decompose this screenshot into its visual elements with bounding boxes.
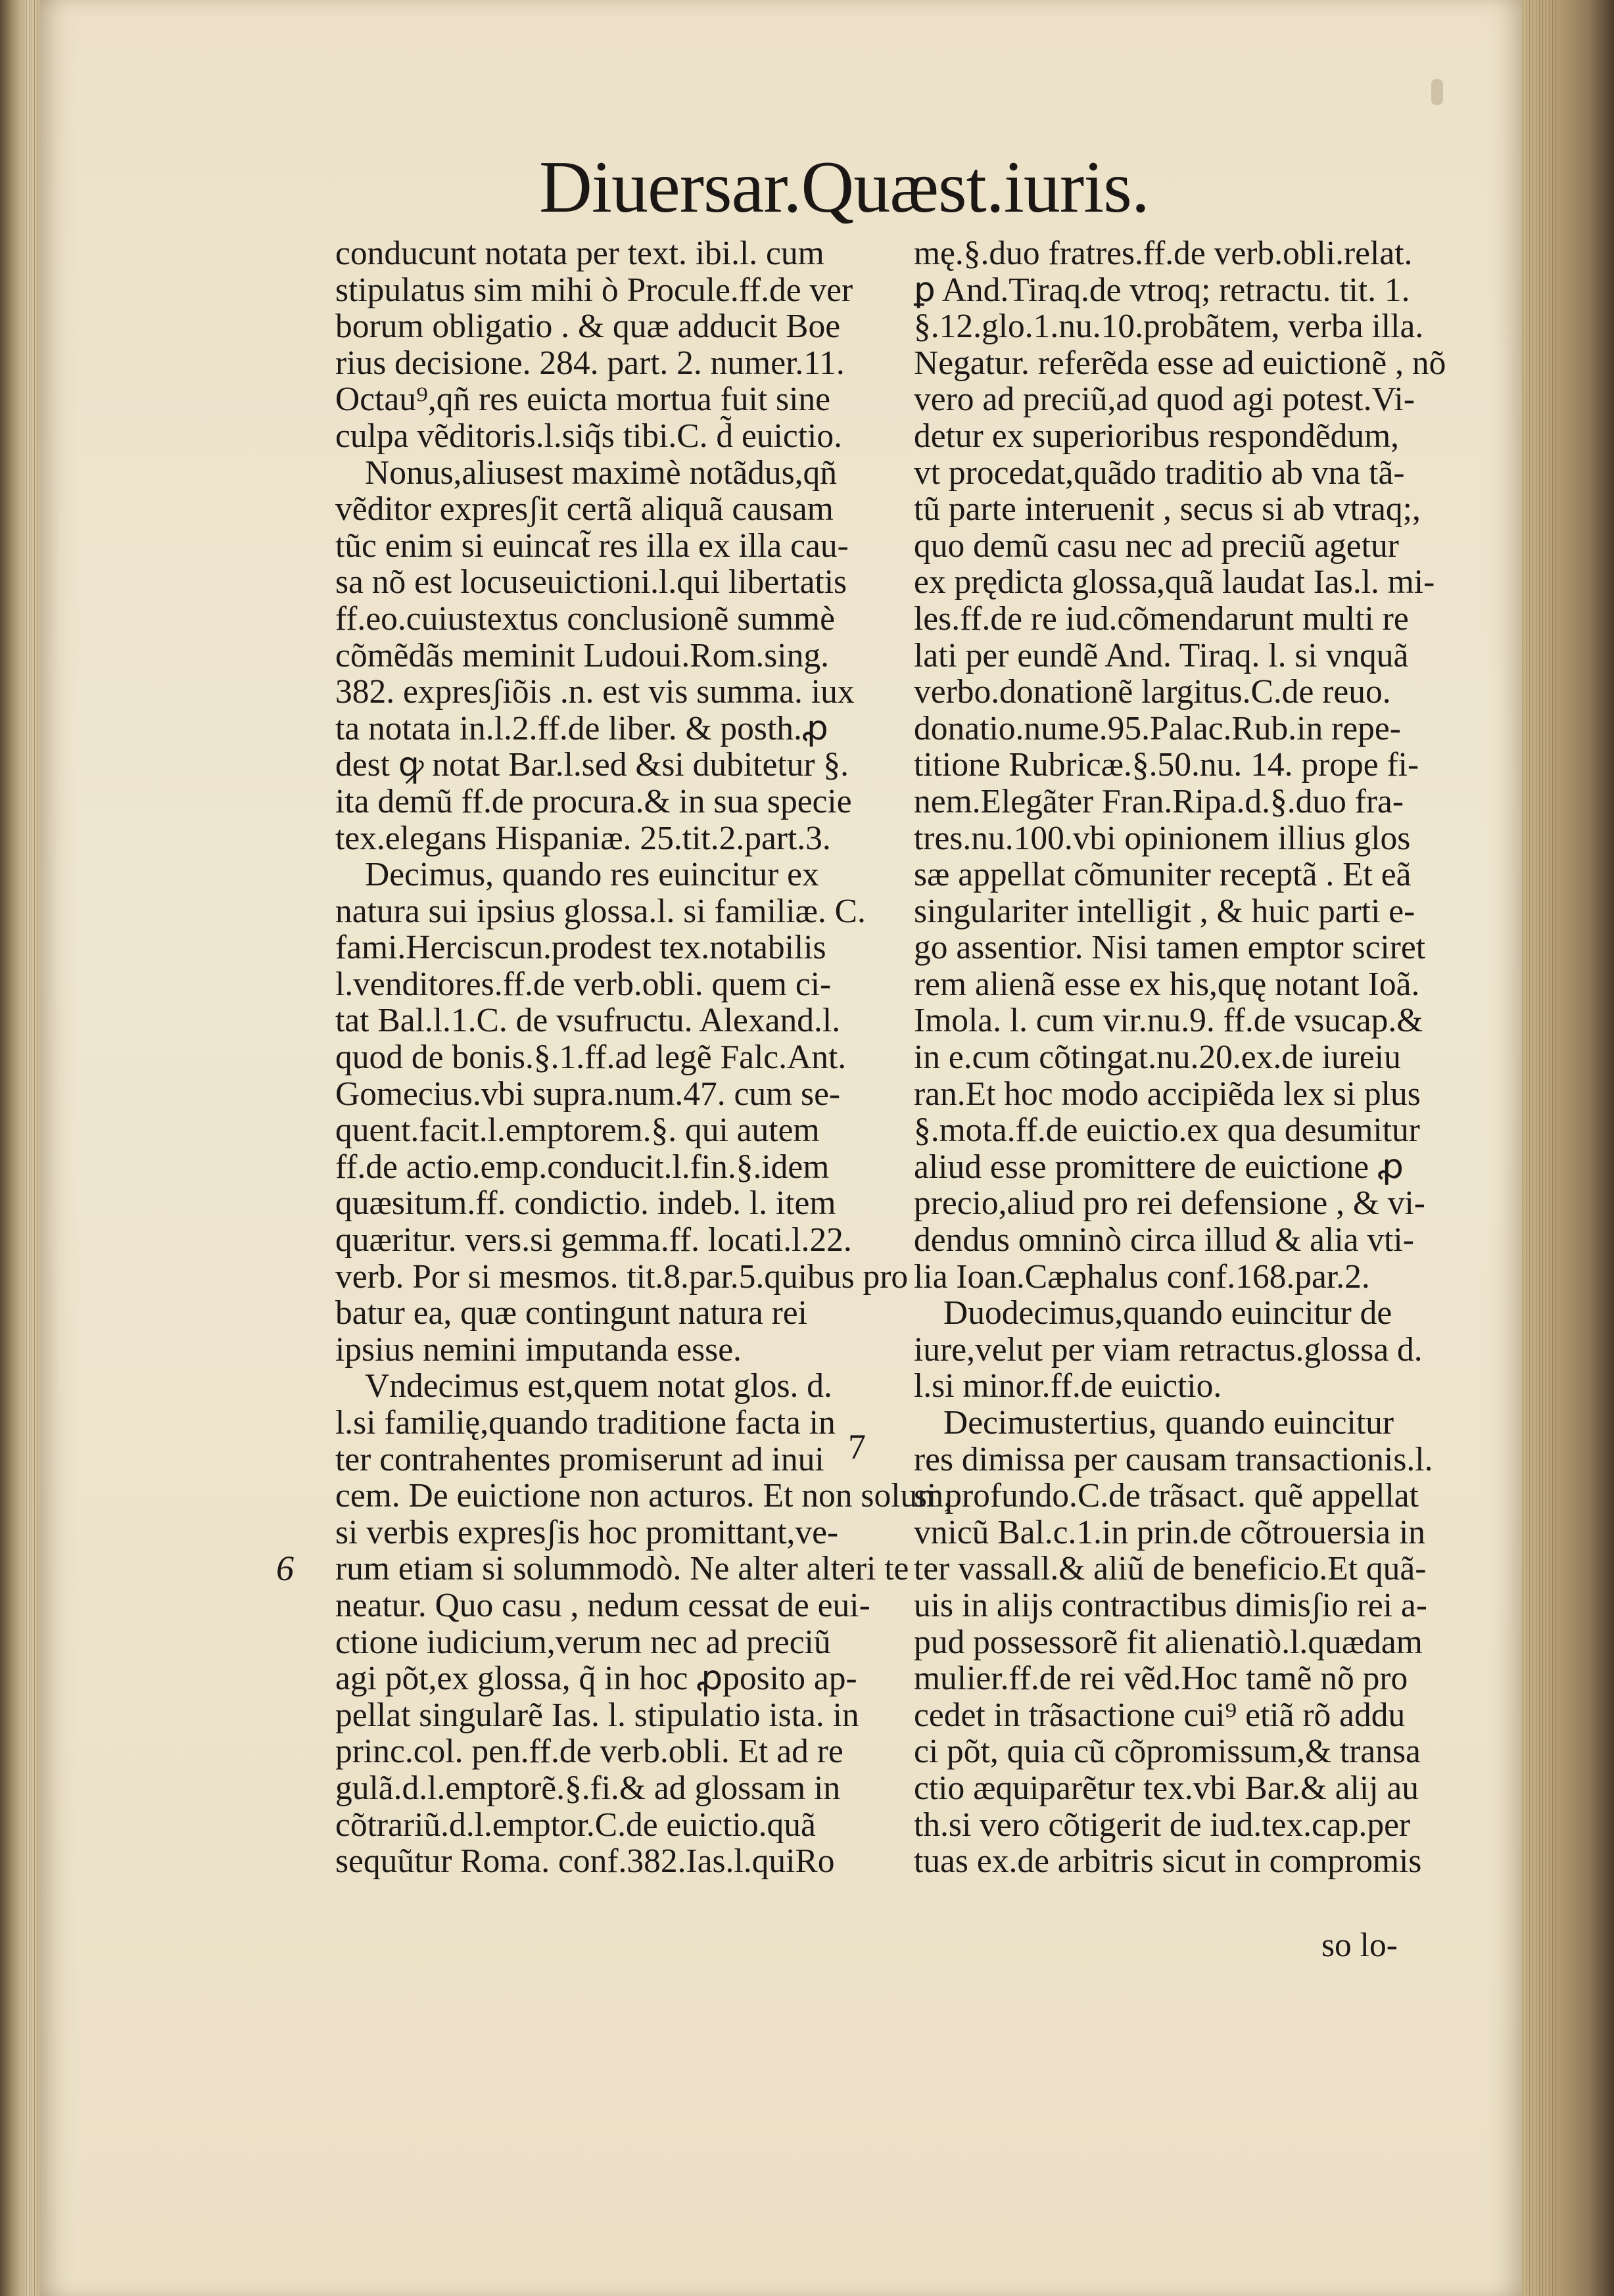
text-line: tex.elegans Hispaniæ. 25.tit.2.part.3. [335, 819, 831, 857]
catchword: so lo- [1321, 1927, 1398, 1964]
text-line: Decimus, quando res euincitur ex [365, 856, 819, 894]
text-line: precio,aliud pro rei defensione , & vi- [914, 1184, 1425, 1223]
text-line: Decimustertius, quando euincitur [943, 1404, 1394, 1441]
text-line: vt procedat,quãdo traditio ab vna tã- [914, 454, 1405, 492]
text-line: vẽditor expresʃit certã aliquã causam [335, 490, 834, 528]
running-header: Diuersar.Quæst.iuris. [539, 147, 1149, 228]
text-line: donatio.nume.95.Palac.Rub.in repe- [914, 709, 1401, 747]
text-line: batur ea, quæ contingunt natura rei [335, 1294, 807, 1332]
text-line: natura sui ipsius glossa.l. si familiæ. C. [335, 892, 866, 930]
text-line: lia Ioan.Cæphalus conf.168.par.2. [914, 1257, 1370, 1296]
text-line: iure,velut per viam retractus.glossa d. [914, 1330, 1423, 1369]
text-line: quo demũ casu nec ad preciũ agetur [914, 527, 1399, 565]
text-line: ff.eo.cuiustextus conclusionẽ summè [335, 599, 835, 638]
text-line: Negatur. referẽda esse ad euictionẽ , nõ [914, 344, 1446, 382]
text-line: nem.Elegãter Fran.Ripa.d.§.duo fra- [914, 782, 1404, 820]
text-line: ipsius nemini imputanda esse. [335, 1330, 742, 1369]
text-line: stipulatus sim mihi ò Procule.ff.de ver [335, 271, 853, 309]
text-line: princ.col. pen.ff.de verb.obli. Et ad re [335, 1733, 843, 1771]
text-line: si verbis expresʃis hoc promittant,ve- [335, 1513, 839, 1551]
text-line: sæ appellat cõmuniter receptã . Et eã [914, 856, 1412, 894]
text-line: ter vassall.& aliũ de beneficio.Et quã- [914, 1550, 1427, 1588]
text-line: §.mota.ff.de euictio.ex qua desumitur [914, 1112, 1420, 1150]
text-line: ꝑ And.Tiraq.de vtroq; retractu. tit. 1. [914, 271, 1410, 309]
margin-number-right: 7 [848, 1427, 866, 1466]
text-line: Gomecius.vbi supra.num.47. cum se- [335, 1075, 841, 1113]
text-line: ran.Et hoc modo accipiẽda lex si plus [914, 1075, 1421, 1113]
text-line: verbo.donationẽ largitus.C.de reuo. [914, 673, 1391, 711]
margin-number-left: 6 [276, 1549, 294, 1588]
text-line: vero ad preciũ,ad quod agi potest.Vi- [914, 381, 1415, 419]
text-line: detur ex superioribus respondẽdum, [914, 417, 1399, 455]
text-line: lati per eundẽ And. Tiraq. l. si vnquã [914, 636, 1409, 674]
text-line: ter contrahentes promiserunt ad inui [335, 1440, 824, 1478]
text-line: cedet in trãsactione cui⁹ etiã rõ addu [914, 1696, 1406, 1734]
text-line: gulã.d.l.emptorẽ.§.fi.& ad glossam in [335, 1769, 841, 1807]
text-line: neatur. Quo casu , nedum cessat de eui- [335, 1586, 870, 1624]
text-line: 382. expresʃiõis .n. est vis summa. iux [335, 673, 855, 711]
text-line: dest ꝙ notat Bar.l.sed &si dubitetur §. [335, 746, 849, 784]
text-line: Duodecimus,quando euincitur de [943, 1294, 1392, 1332]
text-line: aliud esse promittere de euictione ꝓ [914, 1148, 1404, 1186]
text-line: Octau⁹,qñ res euicta mortua fuit sine [335, 381, 831, 419]
text-line: cõmẽdãs meminit Ludoui.Rom.sing. [335, 636, 829, 674]
text-line: cõtrariũ.d.l.emptor.C.de euictio.quã [335, 1806, 816, 1844]
text-line: quæsitum.ff. condictio. indeb. l. item [335, 1184, 836, 1223]
text-line: culpa vẽditoris.l.siq̃s tibi.C. d̃ euictio. [335, 417, 842, 455]
text-line: ci põt, quia cũ cõpromissum,& transa [914, 1733, 1421, 1771]
text-line: cem. De euictione non acturos. Et non solum, [335, 1477, 953, 1515]
text-line: pellat singularẽ Ias. l. stipulatio ista. in [335, 1696, 859, 1734]
text-line: tũc enim si euincat̃ res illa ex illa cau- [335, 527, 849, 565]
text-line: titione Rubricæ.§.50.nu. 14. prope fi- [914, 746, 1419, 784]
text-line: tres.nu.100.vbi opinionem illius glos [914, 819, 1411, 857]
text-line: ff.de actio.emp.conducit.l.fin.§.idem [335, 1148, 830, 1186]
text-line: sa nõ est locuseuictioni.l.qui libertatis [335, 563, 847, 601]
text-line: tat Bal.l.1.C. de vsufructu. Alexand.l. [335, 1002, 841, 1040]
text-line: rius decisione. 284. part. 2. numer.11. [335, 344, 845, 382]
text-line: conducunt notata per text. ibi.l. cum [335, 235, 824, 272]
text-line: sequũtur Roma. conf.382.Ias.l.quiRo [335, 1842, 835, 1881]
text-line: rem alienã esse ex his,quę notant Ioã. [914, 965, 1420, 1003]
text-line: §.12.glo.1.nu.10.probãtem, verba illa. [914, 308, 1424, 346]
text-line: mulier.ff.de rei vẽd.Hoc tamẽ nõ pro [914, 1660, 1408, 1698]
text-line: tũ parte interuenit , secus si ab vtraq;, [914, 490, 1421, 528]
right-text-column [914, 235, 1453, 1880]
text-line: tuas ex.de arbitris sicut in compromis [914, 1842, 1422, 1881]
text-line: quod de bonis.§.1.ff.ad legẽ Falc.Ant. [335, 1039, 847, 1077]
text-line: res dimissa per causam transactionis.l. [914, 1440, 1433, 1478]
text-line: fami.Herciscun.prodest tex.notabilis [335, 929, 826, 967]
text-line: vnicũ Bal.c.1.in prin.de cõtrouersia in [914, 1513, 1426, 1551]
text-line: Imola. l. cum vir.nu.9. ff.de vsucap.& [914, 1002, 1423, 1040]
text-line: Vndecimus est,quem notat glos. d. [365, 1367, 832, 1405]
text-line: verb. Por si mesmos. tit.8.par.5.quibus pro [335, 1257, 909, 1296]
left-text-column [335, 235, 953, 1881]
text-line: agi põt,ex glossa, q̃ in hoc ꝓposito ap- [335, 1660, 857, 1698]
text-line: singulariter intelligit , & huic parti e- [914, 892, 1415, 930]
text-line: pud possessorẽ fit alienatiò.l.quædam [914, 1623, 1423, 1661]
text-line: th.si vero cõtigerit de iud.tex.cap.per [914, 1806, 1411, 1844]
text-line: rum etiam si solummodò. Ne alter alteri te [335, 1550, 909, 1588]
text-line: Nonus,aliusest maximè notãdus,qñ [365, 454, 838, 492]
text-line: ctione iudicium,verum nec ad preciũ [335, 1623, 831, 1661]
text-line: ita demũ ff.de procura.& in sua specie [335, 782, 852, 820]
text-line: les.ff.de re iud.cõmendarunt multi re [914, 599, 1409, 638]
text-line: l.si familię,quando traditione facta in [335, 1404, 836, 1441]
book-page [39, 0, 1522, 2296]
text-line: quæritur. vers.si gemma.ff. locati.l.22. [335, 1221, 852, 1259]
page-smudge [1431, 79, 1443, 105]
text-line: quent.facit.l.emptorem.§. qui autem [335, 1112, 820, 1150]
text-line: l.si minor.ff.de euictio. [914, 1367, 1222, 1405]
text-line: borum obligatio . & quæ adducit Boe [335, 308, 841, 346]
right-page-edges [1515, 0, 1614, 2296]
text-line: uis in alijs contractibus dimisʃio rei a- [914, 1586, 1427, 1624]
text-line: dendus omninò circa illud & alia vti- [914, 1221, 1414, 1259]
text-line: ta notata in.l.2.ff.de liber. & posth.ꝓ [335, 709, 828, 747]
text-line: go assentior. Nisi tamen emptor sciret [914, 929, 1426, 967]
text-line: ctio æquiparẽtur tex.vbi Bar.& alij au [914, 1769, 1419, 1807]
text-line: si profundo.C.de trãsact. quẽ appellat [914, 1477, 1419, 1515]
text-line: l.venditores.ff.de verb.obli. quem ci- [335, 965, 832, 1003]
text-line: ex prędicta glossa,quã laudat Ias.l. mi- [914, 563, 1435, 601]
text-line: mę.§.duo fratres.ff.de verb.obli.relat. [914, 235, 1413, 272]
text-line: in e.cum cõtingat.nu.20.ex.de iureiu [914, 1039, 1401, 1077]
